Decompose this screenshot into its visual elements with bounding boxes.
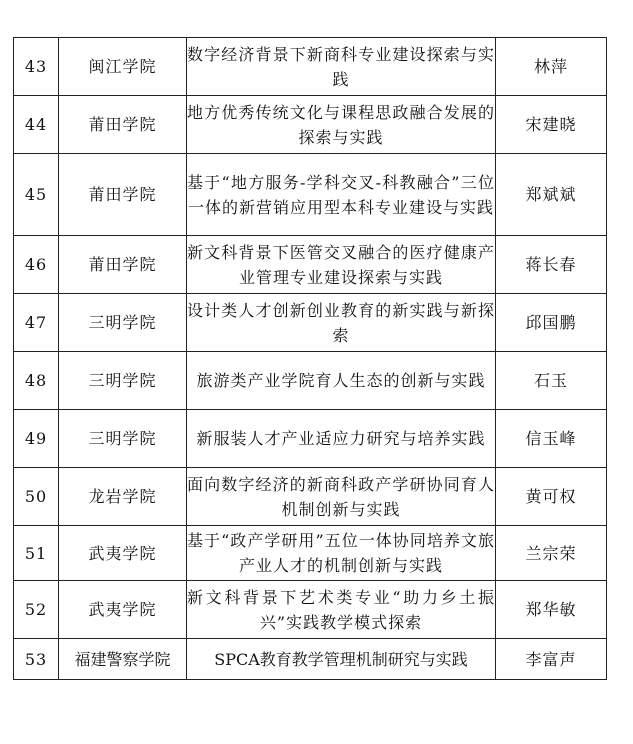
project-title-text: 地方优秀传统文化与课程思政融合发展的探索与实践	[187, 102, 495, 147]
school-name: 三明学院	[59, 294, 187, 352]
school-name: 莆田学院	[59, 96, 187, 154]
row-number: 53	[14, 639, 59, 680]
table-row	[14, 236, 607, 294]
project-leader: 林萍	[496, 38, 607, 96]
row-number: 46	[14, 236, 59, 294]
row-number: 48	[14, 352, 59, 410]
project-leader: 信玉峰	[496, 410, 607, 468]
school-name: 闽江学院	[59, 38, 187, 96]
project-leader: 邱国鹏	[496, 294, 607, 352]
project-leader: 李富声	[496, 639, 607, 680]
school-name: 莆田学院	[59, 236, 187, 294]
project-title-text: SPCA教育教学管理机制研究与实践	[214, 649, 468, 669]
row-number: 51	[14, 526, 59, 581]
table-row	[14, 294, 607, 352]
project-title	[187, 96, 496, 154]
project-title	[187, 38, 496, 96]
row-number: 52	[14, 581, 59, 639]
row-number: 44	[14, 96, 59, 154]
project-title-text: 新文科背景下医管交叉融合的医疗健康产业管理专业建设探索与实践	[187, 242, 495, 287]
school-name: 武夷学院	[59, 526, 187, 581]
school-name: 龙岩学院	[59, 468, 187, 526]
row-number: 50	[14, 468, 59, 526]
project-leader: 蒋长春	[496, 236, 607, 294]
project-title-text: 设计类人才创新创业教育的新实践与新探索	[187, 300, 495, 345]
project-title-text: 数字经济背景下新商科专业建设探索与实践	[187, 44, 495, 89]
project-title-text: 基于“地方服务-学科交叉-科教融合”三位一体的新营销应用型本科专业建设与实践	[187, 172, 495, 217]
project-table	[13, 37, 607, 680]
project-title-text: 旅游类产业学院育人生态的创新与实践	[196, 371, 486, 390]
row-number: 43	[14, 38, 59, 96]
table-row	[14, 526, 607, 581]
project-title-text: 新文科背景下艺术类专业“助力乡土振兴”实践教学模式探索	[187, 587, 495, 632]
project-title	[187, 581, 496, 639]
project-title	[187, 410, 496, 468]
row-number: 47	[14, 294, 59, 352]
project-title	[187, 294, 496, 352]
project-leader: 兰宗荣	[496, 526, 607, 581]
table-row	[14, 410, 607, 468]
project-leader: 黄可权	[496, 468, 607, 526]
row-number: 49	[14, 410, 59, 468]
table-row	[14, 96, 607, 154]
project-title	[187, 352, 496, 410]
project-title	[187, 154, 496, 236]
project-title-text: 新服装人才产业适应力研究与培养实践	[196, 429, 486, 448]
school-name: 三明学院	[59, 410, 187, 468]
table-row	[14, 154, 607, 236]
school-name: 武夷学院	[59, 581, 187, 639]
project-title-text: 面向数字经济的新商科政产学研协同育人机制创新与实践	[187, 474, 495, 519]
project-leader: 郑斌斌	[496, 154, 607, 236]
project-title	[187, 468, 496, 526]
project-leader: 郑华敏	[496, 581, 607, 639]
school-name: 福建警察学院	[59, 639, 187, 680]
table-row	[14, 352, 607, 410]
row-number: 45	[14, 154, 59, 236]
project-title	[187, 526, 496, 581]
school-name: 莆田学院	[59, 154, 187, 236]
school-name: 三明学院	[59, 352, 187, 410]
project-leader: 石玉	[496, 352, 607, 410]
table-row	[14, 468, 607, 526]
table-row	[14, 581, 607, 639]
project-title-text: 基于“政产学研用”五位一体协同培养文旅产业人才的机制创新与实践	[187, 531, 495, 575]
table-row	[14, 639, 607, 680]
project-title	[187, 639, 496, 680]
project-leader: 宋建晓	[496, 96, 607, 154]
project-title	[187, 236, 496, 294]
table-row	[14, 38, 607, 96]
